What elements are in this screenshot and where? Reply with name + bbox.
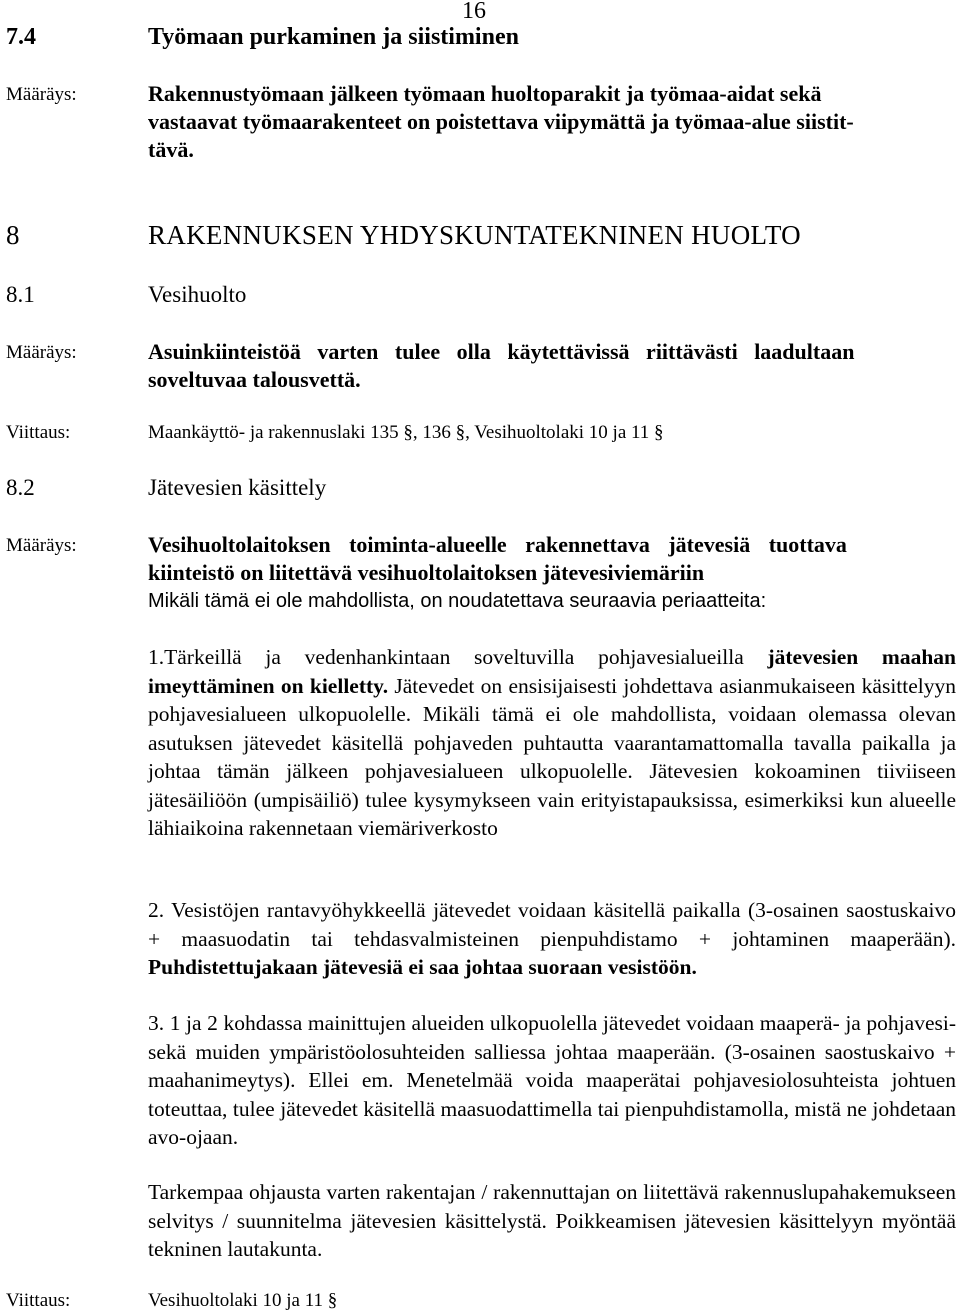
section-number-8-2: 8.2 <box>6 475 35 500</box>
reference-label: Viittaus: <box>6 1290 71 1311</box>
section-title-8-2: Jätevesien käsittely <box>148 475 327 500</box>
reference-text: Maankäyttö- ja rakennuslaki 135 §, 136 §, Vesihuoltolaki 10 ja 11 § <box>148 422 664 443</box>
section-number-8-1: 8.1 <box>6 282 35 307</box>
text-line: Vesihuoltolaitoksen toiminta-alueelle rakennettava jätevesiä tuottava <box>148 532 847 557</box>
text-line: Rakennustyömaan jälkeen työmaan huoltoparakit ja työmaa-aidat sekä <box>148 81 822 106</box>
paragraph-2-text: 2. Vesistöjen rantavyöhykkeellä jätevedet voidaan käsitellä paikalla (3-osainen saostuskaivo + maasuodatin tai tehdasvalmisteinen pienpuhdistamo + johtaminen maaperään). <box>148 898 956 951</box>
text-line: Mikäli tämä ei ole mahdollista, on noudatettava seuraavia periaatteita: <box>148 590 767 612</box>
paragraph-2-bold: Puhdistettujakaan jätevesiä ei saa johtaa suoraan vesistöön. <box>148 955 697 979</box>
section-title-8-1: Vesihuolto <box>148 282 247 307</box>
reference-text: Vesihuoltolaki 10 ja 11 § <box>148 1290 338 1311</box>
regulation-text-8-1 <box>148 338 956 394</box>
paragraph-2 <box>148 896 956 982</box>
paragraph-3: 3. 1 ja 2 kohdassa mainittujen alueiden ulkopuolella jätevedet voidaan maaperä- ja pohjavesi- sekä muiden ympäristöolosuhteiden salliessa johtaa maaperään. (3-osainen saostuskaivo + maahanimeytys). Ellei em. Menetelmää voida maaperätai pohjavesiolosuhteista johtuen toteuttaa, tulee jätevedet käsitellä maasuodattimella tai pienpuhdistamolla, mistä ne johdetaan avo-ojaan. <box>148 1011 956 1149</box>
page-number: 16 <box>462 0 486 24</box>
text-line: vastaavat työmaarakenteet on poistettava viipymättä ja työmaa-alue siistit- <box>148 109 854 134</box>
section-title-8: RAKENNUKSEN YHDYSKUNTATEKNINEN HUOLTO <box>148 220 801 250</box>
text-line: tävä. <box>148 137 194 162</box>
regulation-label: Määräys: <box>6 535 77 556</box>
paragraph-1 <box>148 643 956 843</box>
paragraph-1-text-cont: Jätevedet on ensisijaisesti johdettava asianmukaiseen käsittelyyn pohjavesialueen ulkopuolelle. Mikäli tämä ei ole mahdollista, voidaan olemassa olevan asutuksen jätevedet käsitellä pohjaveden puhtautta vaarantamattomalla tavalla paikalla ja johtaa tämän jälkeen pohjavesialueen ulkopuolelle. Jätevesien kokoaminen tiiviiseen jätesäiliöön (umpisäiliö) tulee kysymykseen vain erityistapauksissa, esimerkiksi kun alueelle lähiaikoina rakennetaan viemäriverkosto <box>148 673 957 840</box>
regulation-text-8-2 <box>148 531 956 615</box>
regulation-label: Määräys: <box>6 84 77 105</box>
paragraph-1-text: 1.Tärkeillä ja vedenhankintaan soveltuvilla pohjavesialueilla <box>148 645 744 669</box>
section-number-8: 8 <box>6 220 20 250</box>
text-line: kiinteistö on liitettävä vesihuoltolaitoksen jätevesiviemäriin <box>148 560 705 585</box>
text-line: Asuinkiinteistöä varten tulee olla käytettävissä riittävästi laadultaan <box>148 339 855 364</box>
regulation-label: Määräys: <box>6 342 77 363</box>
paragraph-4: Tarkempaa ohjausta varten rakentajan / rakennuttajan on liitettävä rakennuslupahakemukseen selvitys / suunnitelma jätevesien käsittelystä. Poikkeamisen jätevesien käsittelyyn myöntää tekninen lautakunta. <box>148 1180 956 1261</box>
regulation-text-7-4 <box>148 80 956 164</box>
paragraph-1-bold: jätevesien maahan imeyttäminen on kielletty. <box>148 645 957 698</box>
section-number-7-4: 7.4 <box>6 24 36 50</box>
reference-label: Viittaus: <box>6 422 71 443</box>
text-line: soveltuvaa talousvettä. <box>148 367 361 392</box>
section-title-7-4: Työmaan purkaminen ja siistiminen <box>148 24 519 50</box>
